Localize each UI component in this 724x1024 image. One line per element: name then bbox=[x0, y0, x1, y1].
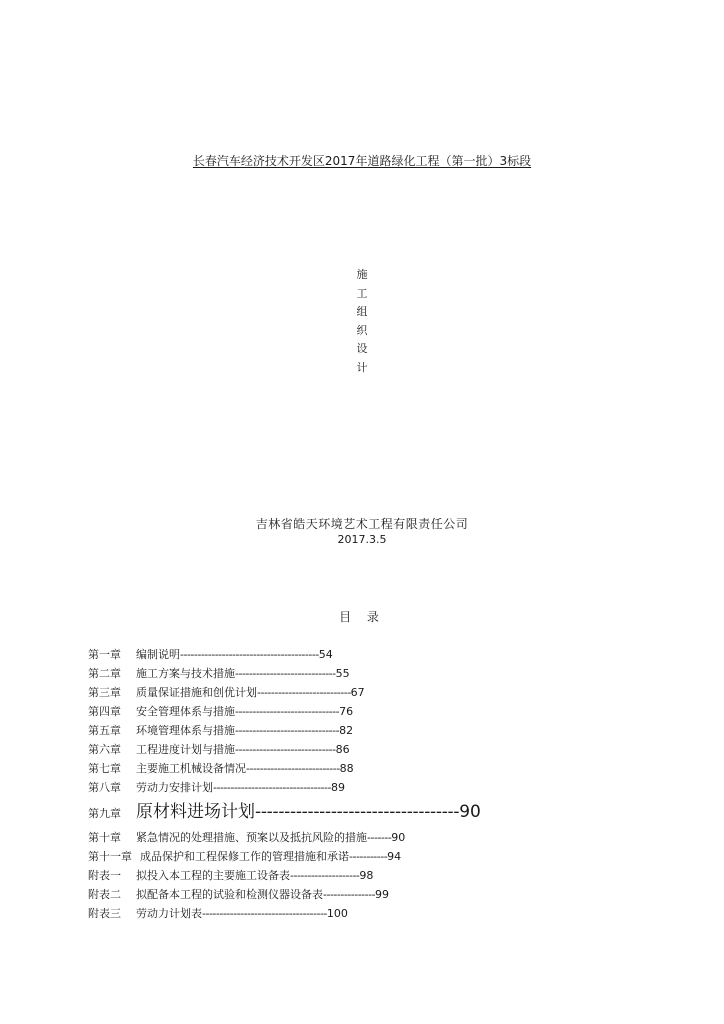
toc-chapter-number: 第二章 bbox=[88, 667, 121, 680]
company-name: 吉林省皓天环境艺术工程有限责任公司 bbox=[255, 517, 469, 531]
toc-page-number: 76 bbox=[339, 705, 354, 718]
toc-chapter-number: 第十章 bbox=[88, 831, 121, 844]
toc-chapter-number: 附表二 bbox=[88, 888, 121, 901]
toc-page-number: 54 bbox=[318, 648, 333, 661]
toc-chapter-number: 第一章 bbox=[88, 648, 121, 661]
toc-dot-leader: --------------------------- bbox=[246, 762, 340, 775]
toc-chapter-number: 第十一章 bbox=[88, 850, 132, 863]
toc-entry[interactable] bbox=[88, 847, 648, 866]
toc-dot-leader: ---------------------------------- bbox=[213, 781, 331, 794]
toc-chapter-title: 原材料进场计划 bbox=[136, 802, 255, 822]
project-title: 长春汽车经济技术开发区2017年道路绿化工程（第一批）3标段 bbox=[192, 154, 532, 168]
toc-dot-leader: ----------------------------- bbox=[235, 743, 336, 756]
toc-entry[interactable] bbox=[88, 702, 648, 721]
toc-heading: 目 录 bbox=[339, 610, 385, 624]
toc-chapter-title: 安全管理体系与措施 bbox=[136, 705, 235, 718]
toc-entry[interactable] bbox=[88, 828, 648, 847]
toc-chapter-number: 第八章 bbox=[88, 781, 121, 794]
toc-entry[interactable] bbox=[88, 885, 648, 904]
toc-entry-emphasized[interactable] bbox=[88, 799, 648, 826]
toc-chapter-title: 拟配备本工程的试验和检测仪器设备表 bbox=[136, 888, 323, 901]
toc-page-number: 90 bbox=[459, 802, 481, 822]
document-type-vertical bbox=[352, 266, 372, 377]
toc-page-number: 98 bbox=[359, 869, 374, 882]
toc-dot-leader: ------- bbox=[367, 831, 392, 844]
document-type-char: 组 bbox=[356, 305, 368, 318]
toc-chapter-title: 主要施工机械设备情况 bbox=[136, 762, 246, 775]
toc-dot-leader: ----------------------------------- bbox=[255, 802, 460, 822]
toc-chapter-number: 第四章 bbox=[88, 705, 121, 718]
toc-chapter-title: 成品保护和工程保修工作的管理措施和承诺 bbox=[140, 850, 349, 863]
toc-chapter-number: 第三章 bbox=[88, 686, 121, 699]
toc-chapter-title: 工程进度计划与措施 bbox=[136, 743, 235, 756]
toc-dot-leader: --------------------------- bbox=[257, 686, 351, 699]
toc-dot-leader: ------------------------------ bbox=[235, 724, 340, 737]
toc-chapter-title: 编制说明 bbox=[136, 648, 180, 661]
toc-entry[interactable] bbox=[88, 866, 648, 885]
toc-entry[interactable] bbox=[88, 721, 648, 740]
table-of-contents bbox=[88, 645, 648, 923]
toc-page-number: 82 bbox=[339, 724, 354, 737]
toc-chapter-title: 环境管理体系与措施 bbox=[136, 724, 235, 737]
toc-dot-leader: ------------------------------------ bbox=[202, 907, 327, 920]
toc-page-number: 94 bbox=[387, 850, 402, 863]
toc-chapter-title: 质量保证措施和创优计划 bbox=[136, 686, 257, 699]
toc-dot-leader: ----------- bbox=[349, 850, 388, 863]
toc-dot-leader: -------------------- bbox=[290, 869, 360, 882]
toc-entry[interactable] bbox=[88, 759, 648, 778]
toc-page-number: 55 bbox=[335, 667, 350, 680]
toc-dot-leader: ----------------------------- bbox=[235, 667, 336, 680]
document-date: 2017.3.5 bbox=[337, 533, 387, 546]
document-type-char: 工 bbox=[356, 286, 368, 300]
toc-chapter-title: 拟投入本工程的主要施工设备表 bbox=[136, 869, 290, 882]
toc-chapter-number: 附表三 bbox=[88, 907, 121, 920]
toc-entry[interactable] bbox=[88, 740, 648, 759]
toc-entry[interactable] bbox=[88, 778, 648, 797]
toc-page-number: 99 bbox=[375, 888, 390, 901]
document-type-char: 施 bbox=[356, 268, 368, 281]
toc-entry[interactable] bbox=[88, 683, 648, 702]
toc-dot-leader: --------------- bbox=[323, 888, 376, 901]
toc-chapter-number: 第五章 bbox=[88, 724, 121, 737]
toc-page-number: 88 bbox=[339, 762, 354, 775]
toc-chapter-title: 紧急情况的处理措施、预案以及抵抗风险的措施 bbox=[136, 831, 367, 844]
toc-chapter-number: 第六章 bbox=[88, 743, 121, 756]
toc-chapter-number: 附表一 bbox=[88, 869, 121, 882]
toc-page-number: 90 bbox=[391, 831, 406, 844]
toc-chapter-title: 劳动力计划表 bbox=[136, 907, 202, 920]
toc-dot-leader: ---------------------------------------- bbox=[180, 648, 319, 661]
toc-page-number: 67 bbox=[350, 686, 365, 699]
toc-chapter-title: 劳动力安排计划 bbox=[136, 781, 213, 794]
toc-entry[interactable] bbox=[88, 645, 648, 664]
document-type-char: 计 bbox=[356, 360, 368, 374]
toc-page-number: 86 bbox=[335, 743, 350, 756]
toc-page-number: 89 bbox=[330, 781, 345, 794]
toc-dot-leader: ------------------------------ bbox=[235, 705, 340, 718]
document-type-char: 织 bbox=[356, 323, 368, 337]
toc-page-number: 100 bbox=[326, 907, 348, 920]
toc-chapter-number: 第七章 bbox=[88, 762, 121, 775]
toc-chapter-number: 第九章 bbox=[88, 807, 121, 820]
document-type-char: 设 bbox=[356, 342, 368, 355]
toc-entry[interactable] bbox=[88, 664, 648, 683]
toc-chapter-title: 施工方案与技术措施 bbox=[136, 667, 235, 680]
toc-entry[interactable] bbox=[88, 904, 648, 923]
